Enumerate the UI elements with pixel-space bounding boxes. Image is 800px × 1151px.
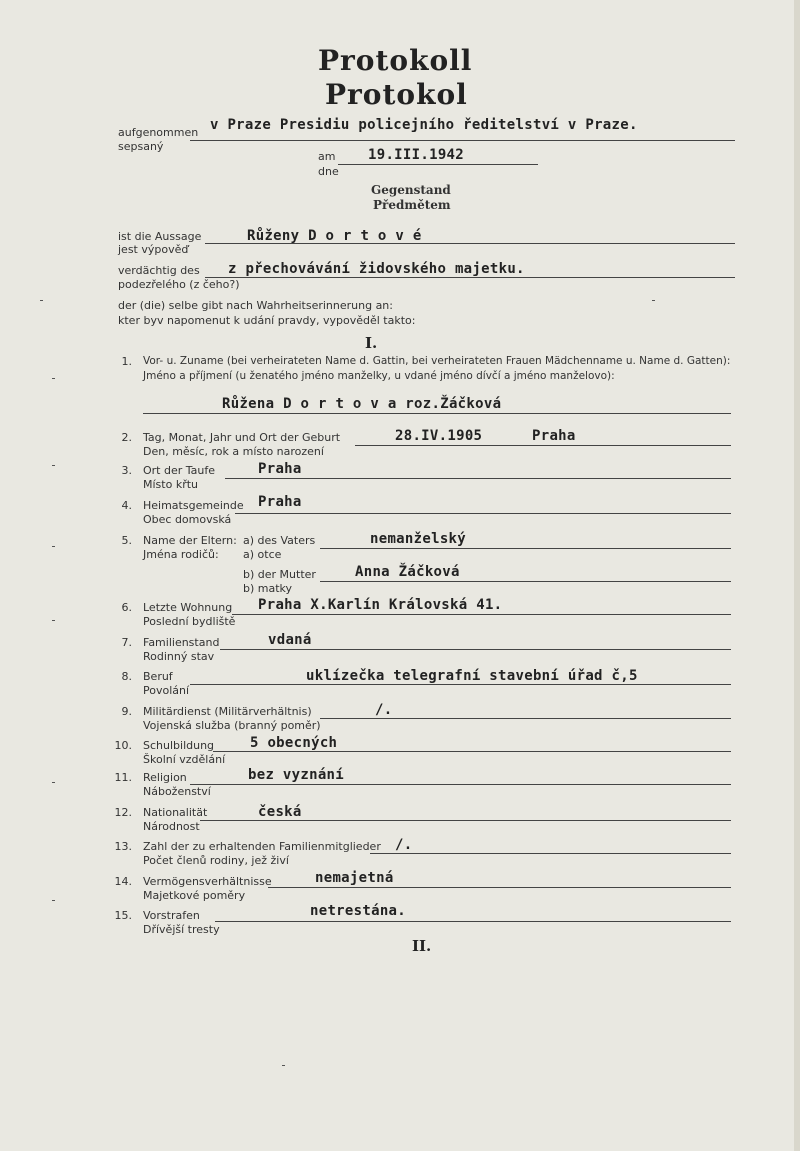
label-verdachtig-cz: podezřelého (z čeho?) xyxy=(118,278,240,291)
f15-value: netrestána. xyxy=(310,903,407,919)
f12-line xyxy=(200,820,731,821)
paper-speck xyxy=(52,620,55,621)
subject-cz: Předmětem xyxy=(373,198,451,212)
paper-speck xyxy=(52,465,55,466)
f8-label-cz: Povolání xyxy=(143,684,190,697)
place-value: v Praze Presidiu policejního ředitelství v Praze. xyxy=(210,117,638,133)
f2-label-cz: Den, měsíc, rok a místo narození xyxy=(143,445,324,458)
f5-label-de: Name der Eltern: xyxy=(143,534,237,547)
number-5: 5. xyxy=(121,534,132,547)
f14-value: nemajetná xyxy=(315,870,394,886)
number-14: 14. xyxy=(114,875,132,888)
f2-value-date: 28.IV.1905 xyxy=(395,428,483,444)
f14-line xyxy=(268,887,731,888)
f6-line xyxy=(232,614,731,615)
section-two: II. xyxy=(412,937,432,955)
f15-line xyxy=(215,921,731,922)
f9-label-cz: Vojenská služba (branný poměr) xyxy=(143,719,321,732)
date-line xyxy=(338,164,538,165)
label-am: am xyxy=(318,150,336,163)
f10-line xyxy=(213,751,731,752)
paper-speck xyxy=(52,378,55,379)
f2-line xyxy=(355,445,731,446)
f10-value: 5 obecných xyxy=(250,735,338,751)
paper-speck xyxy=(52,546,55,547)
sentence-cz: kter byv napomenut k udání pravdy, vypověděl takto: xyxy=(118,314,416,327)
number-9: 9. xyxy=(121,705,132,718)
f9-value: /. xyxy=(375,702,393,718)
paper-speck xyxy=(282,1065,285,1066)
f2-value-place: Praha xyxy=(532,428,576,444)
number-1: 1. xyxy=(121,355,132,368)
label-aussage-de: ist die Aussage xyxy=(118,230,202,243)
f15-label-cz: Dřívější tresty xyxy=(143,923,220,936)
f5a-line xyxy=(320,548,731,549)
verdachtig-line xyxy=(205,277,735,278)
label-aussage-cz: jest výpověď xyxy=(118,243,189,256)
section-one: I. xyxy=(365,334,378,352)
f2-label-de: Tag, Monat, Jahr und Ort der Geburt xyxy=(143,431,341,444)
f5-label-cz: Jména rodičů: xyxy=(143,548,219,561)
f11-label-cz: Náboženství xyxy=(143,785,211,798)
f13-label-cz: Počet členů rodiny, jež živí xyxy=(143,854,289,867)
number-7: 7. xyxy=(121,636,132,649)
number-12: 12. xyxy=(114,806,132,819)
f6-value: Praha X.Karlín Královská 41. xyxy=(258,597,503,613)
f5a-label-de: a) des Vaters xyxy=(243,534,316,547)
f12-label-cz: Národnost xyxy=(143,820,200,833)
label-aufgenommen: aufgenommen xyxy=(118,126,199,139)
f11-line xyxy=(190,784,731,785)
f3-label-de: Ort der Taufe xyxy=(143,464,216,477)
sentence-de: der (die) selbe gibt nach Wahrheitserinnerung an: xyxy=(118,299,393,312)
f1-label-cz: Jméno a příjmení (u ženatého jméno manželky, u vdané jméno dívčí a jméno manželovo): xyxy=(143,370,615,382)
number-13: 13. xyxy=(114,840,132,853)
f13-line xyxy=(370,853,731,854)
f10-label-cz: Školní vzdělání xyxy=(143,753,226,766)
label-verdachtig-de: verdächtig des xyxy=(118,264,200,277)
place-line xyxy=(190,140,735,141)
f11-value: bez vyznání xyxy=(248,767,345,783)
f14-label-cz: Majetkové poměry xyxy=(143,889,246,902)
number-15: 15. xyxy=(114,909,132,922)
f14-label-de: Vermögensverhältnisse xyxy=(143,875,272,888)
f1-label-de: Vor- u. Zuname (bei verheirateten Name d. Gattin, bei verheirateten Frauen Mädchenname u. Name d. Gatten): xyxy=(143,355,731,367)
f4-value: Praha xyxy=(258,494,302,510)
f12-label-de: Nationalität xyxy=(143,806,208,819)
f5b-line xyxy=(320,581,731,582)
number-11: 11. xyxy=(114,771,132,784)
f4-label-cz: Obec domovská xyxy=(143,513,232,526)
page-edge xyxy=(794,0,800,1151)
paper-speck xyxy=(40,300,43,301)
f7-line xyxy=(220,649,731,650)
f13-label-de: Zahl der zu erhaltenden Familienmitglieder xyxy=(143,840,381,853)
verdachtig-value: z přechovávání židovského majetku. xyxy=(228,261,525,277)
f12-value: česká xyxy=(258,804,302,820)
f9-line xyxy=(320,718,731,719)
f7-label-de: Familienstand xyxy=(143,636,220,649)
f10-label-de: Schulbildung xyxy=(143,739,215,752)
date-value: 19.III.1942 xyxy=(368,147,465,163)
f1-value: Růžena D o r t o v a roz.Žáčková xyxy=(222,396,502,412)
paper-speck xyxy=(652,300,655,301)
label-dne: dne xyxy=(318,165,339,178)
f4-label-de: Heimatsgemeinde xyxy=(143,499,244,512)
f6-label-de: Letzte Wohnung xyxy=(143,601,233,614)
f15-label-de: Vorstrafen xyxy=(143,909,200,922)
label-sepsany: sepsaný xyxy=(118,140,164,153)
f9-label-de: Militärdienst (Militärverhältnis) xyxy=(143,705,312,718)
f3-line xyxy=(225,478,731,479)
title-de: Protokoll xyxy=(318,44,473,77)
f8-label-de: Beruf xyxy=(143,670,173,683)
aussage-value: Růženy D o r t o v é xyxy=(247,228,422,244)
subject-de: Gegenstand xyxy=(371,183,451,197)
f5b-label-cz: b) matky xyxy=(243,582,293,595)
f4-line xyxy=(235,513,731,514)
f13-value: /. xyxy=(395,837,413,853)
f8-value: uklízečka telegrafní stavební úřad č,5 xyxy=(306,668,638,684)
number-10: 10. xyxy=(114,739,132,752)
f8-line xyxy=(190,684,731,685)
aussage-line xyxy=(205,243,735,244)
f1-line xyxy=(143,413,731,414)
f7-value: vdaná xyxy=(268,632,312,648)
f7-label-cz: Rodinný stav xyxy=(143,650,215,663)
f5a-value: nemanželský xyxy=(370,531,467,547)
number-4: 4. xyxy=(121,499,132,512)
f5b-value: Anna Žáčková xyxy=(355,564,460,580)
f6-label-cz: Poslední bydliště xyxy=(143,615,236,628)
number-8: 8. xyxy=(121,670,132,683)
f11-label-de: Religion xyxy=(143,771,187,784)
f5a-label-cz: a) otce xyxy=(243,548,282,561)
paper-speck xyxy=(52,782,55,783)
number-6: 6. xyxy=(121,601,132,614)
number-3: 3. xyxy=(121,464,132,477)
number-2: 2. xyxy=(121,431,132,444)
paper-speck xyxy=(52,900,55,901)
title-cz: Protokol xyxy=(325,78,468,111)
f3-value: Praha xyxy=(258,461,302,477)
f3-label-cz: Místo křtu xyxy=(143,478,198,491)
f5b-label-de: b) der Mutter xyxy=(243,568,316,581)
